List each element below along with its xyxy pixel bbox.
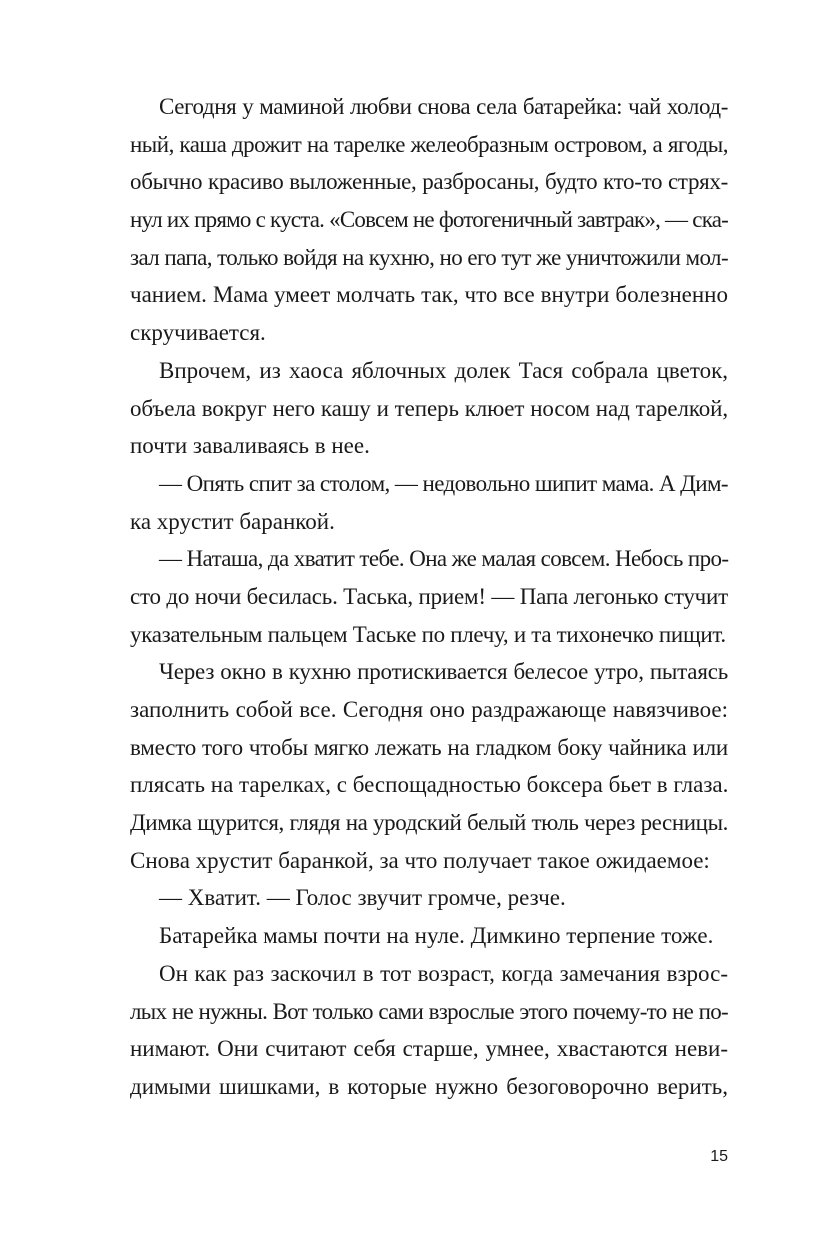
text-line: Снова хрустит баранкой, за что получает такое ожидаемое: bbox=[130, 847, 710, 873]
text-line: ный, каша дрожит на тарелке желеобразным островом, а ягоды, bbox=[130, 131, 728, 157]
text-line: нимают. Они считают себя старше, умнее, хвастаются неви- bbox=[130, 1036, 728, 1062]
text-line: объела вокруг него кашу и теперь клюет носом над тарелкой, bbox=[130, 395, 728, 421]
text-line: обычно красиво выложенные, разбросаны, будто кто-то стрях- bbox=[130, 169, 728, 195]
text-line: заполнить собой все. Сегодня оно раздражающе навязчивое: bbox=[130, 697, 728, 722]
page-number: 15 bbox=[710, 1148, 728, 1165]
text-line: — Наташа, да хватит тебе. Она же малая совсем. Небось про- bbox=[159, 546, 729, 572]
text-line: Через окно в кухню протискивается белесое утро, пытаясь bbox=[159, 659, 728, 685]
text-line: почти заваливаясь в нее. bbox=[130, 433, 370, 459]
text-line: — Опять спит за столом, — недовольно шипит мама. А Дим- bbox=[159, 470, 728, 496]
text-line: ка хрустит баранкой. bbox=[130, 508, 335, 534]
text-line: Сегодня у маминой любви снова села батарейка: чай холод- bbox=[159, 94, 728, 119]
text-line: чанием. Мама умеет молчать так, что все внутри болезненно bbox=[130, 282, 728, 308]
text-line: скручивается. bbox=[130, 320, 266, 346]
text-line: зал папа, только войдя на кухню, но его тут же уничтожили мол- bbox=[130, 244, 728, 270]
body-text bbox=[130, 88, 728, 1106]
text-line: Батарейка мамы почти на нуле. Димкино терпение тоже. bbox=[159, 923, 714, 949]
text-line: димыми шишками, в которые нужно безоговорочно верить, bbox=[130, 1073, 728, 1099]
text-line: Впрочем, из хаоса яблочных долек Тася собрала цветок, bbox=[159, 357, 728, 383]
text-line: Димка щурится, глядя на уродский белый тюль через ресницы. bbox=[130, 810, 728, 836]
text-line: нул их прямо с куста. «Совсем не фотогеничный завтрак», — ска- bbox=[130, 207, 728, 233]
text-line: плясать на тарелках, с беспощадностью боксера бьет в глаза. bbox=[130, 772, 729, 798]
text-line: сто до ночи бесилась. Таська, прием! — Папа легонько стучит bbox=[130, 583, 729, 609]
text-line: Он как раз заскочил в тот возраст, когда замечания взрос- bbox=[159, 960, 728, 986]
text-line: — Хватит. — Голос звучит громче, резче. bbox=[159, 885, 566, 911]
text-line: вместо того чтобы мягко лежать на гладком боку чайника или bbox=[130, 734, 728, 760]
text-line: указательным пальцем Таське по плечу, и та тихонечко пищит. bbox=[130, 621, 726, 647]
text-line: лых не нужны. Вот только сами взрослые этого почему-то не по- bbox=[130, 998, 728, 1024]
